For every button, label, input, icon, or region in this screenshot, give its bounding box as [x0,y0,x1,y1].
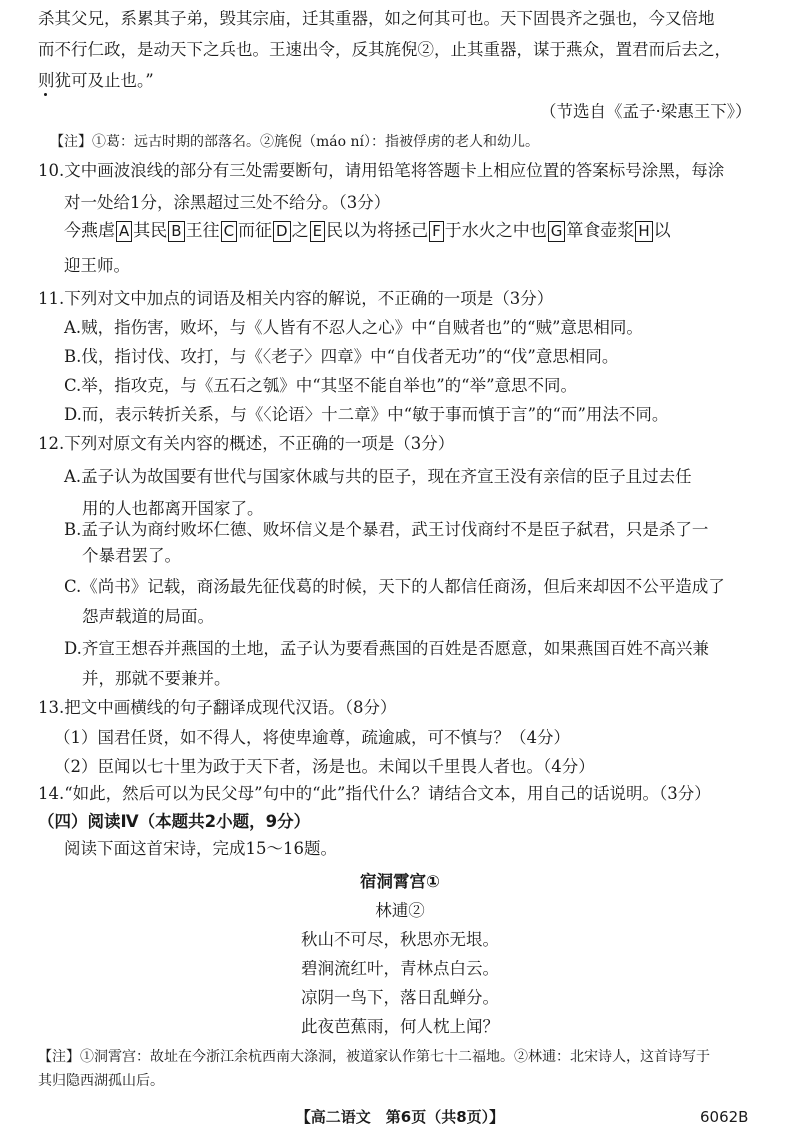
q12-option-c-line-1[interactable]: C.《尚书》记载，商汤最先征伐葛的时候，天下的人都信任商汤，但后来却因不公平造成了 [64,577,725,596]
q11-option-d[interactable]: D.而，表示转折关系，与《〈论语〉十二章》中“敏于事而慎于言”的“而”用法不同。 [64,405,669,424]
q12-option-a-line-2[interactable]: 用的人也都离开国家了。 [82,499,264,518]
q11-option-c[interactable]: C.举，指攻克，与《五石之瓠》中“其坚不能自举也”的“举”意思不同。 [64,376,578,395]
poem-line-2: 碧涧流红叶，青林点白云。 [301,959,499,978]
q12-option-b-line-1[interactable]: B.孟子认为商纣败坏仁德、败坏信义是个暴君，武王讨伐商纣不是臣子弑君，只是杀了一 [64,520,709,539]
poem-line-3: 凉阴一鸟下，落日乱蝉分。 [301,988,499,1007]
q11-option-a[interactable]: A.贼，指伤害，败坏，与《人皆有不忍人之心》中“自贼者也”的“贼”意思相同。 [64,318,643,337]
segment: 王往 [185,221,220,241]
q10-sentence-end: 迎王师。 [64,256,130,275]
option-box-h[interactable]: H [635,221,652,242]
segment: 其民 [133,221,168,241]
q12-option-a-line-1[interactable]: A.孟子认为故国要有世代与国家休戚与共的臣子，现在齐宣王没有亲信的臣子且过去任 [64,467,692,486]
segment: 于水火之中也 [444,221,547,241]
passage-line-3: 则犹可及止也。” [38,71,154,90]
poem-note-line-1: 【注】①洞霄宫：故址在今浙江余杭西南大涤洞，被道家认作第七十二福地。②林逋：北宋诗人，这首诗写于 [38,1049,710,1065]
segment: 今燕虐 [64,221,115,241]
q13-stem: 13.把文中画横线的句子翻译成现代汉语。（8分） [38,698,397,717]
q13-sentence-2: （2）臣闻以七十里为政于天下者，汤是也。未闻以千里畏人者也。（4分） [54,757,595,776]
segment: 之 [291,221,309,241]
passage-source: （节选自《孟子·梁惠王下》） [540,102,752,121]
poem-author: 林逋② [375,901,425,920]
page-footer [0,1106,800,1128]
option-box-d[interactable]: D [273,221,291,242]
passage-note: 【注】①葛：远古时期的部落名。②旄倪（máo ní）：指被俘虏的老人和幼儿。 [50,134,539,150]
option-box-e[interactable]: E [310,221,325,242]
q10-stem-line-2: 对一处给1分，涂黑超过三处不给分。（3分） [64,193,391,212]
q12-option-d-line-1[interactable]: D.齐宣王想吞并燕国的土地，孟子认为要看燕国的百姓是否愿意，如果燕国百姓不高兴兼 [64,639,709,658]
segment: 民以为将拯己 [326,221,429,241]
option-box-b[interactable]: B [168,221,184,242]
emphasis-dot [44,93,47,96]
q11-stem: 11.下列对文中加点的词语及相关内容的解说，不正确的一项是（3分） [38,289,554,308]
q12-option-c-line-2[interactable]: 怨声载道的局面。 [82,607,214,626]
q12-stem: 12.下列对原文有关内容的概述，不正确的一项是（3分） [38,434,455,453]
footer-code: 6062B [700,1108,749,1126]
q10-stem-line-1: 10.文中画波浪线的部分有三处需要断句，请用铅笔将答题卡上相应位置的答案标号涂黑，每涂 [38,161,725,180]
q12-option-b-line-2[interactable]: 个暴君罢了。 [82,546,181,565]
q13-sentence-1: （1）国君任贤，如不得人，将使卑逾尊，疏逾戚，可不慎与？（4分） [54,728,570,747]
footer-page-info: 【高二语文 第6页（共8页）】 [295,1108,505,1126]
section-4-intro: 阅读下面这首宋诗，完成15～16题。 [64,839,337,858]
passage-line-1: 杀其父兄，系累其子弟，毁其宗庙，迁其重器，如之何其可也。天下固畏齐之强也，今又倍地 [38,9,715,28]
segment: 而征 [238,221,273,241]
segment: 以 [653,221,671,241]
section-4-title: （四）阅读Ⅳ（本题共2小题，9分） [38,812,311,831]
q14-stem: 14.“如此，然后可以为民父母”句中的“此”指代什么？请结合文本，用自己的话说明。（3分） [38,784,711,803]
option-box-c[interactable]: C [221,221,237,242]
poem-note-line-2: 其归隐西湖孤山后。 [38,1073,164,1089]
option-box-a[interactable]: A [116,221,132,242]
q12-option-d-line-2[interactable]: 并，那就不要兼并。 [82,669,231,688]
poem-line-1: 秋山不可尽，秋思亦无垠。 [301,930,499,949]
segment: 箪食壶浆 [566,221,635,241]
option-box-f[interactable]: F [429,221,444,242]
passage-line-2: 而不行仁政，是动天下之兵也。王速出令，反其旄倪②，止其重器，谋于燕众，置君而后去之， [38,40,731,59]
q11-option-b[interactable]: B.伐，指讨伐、攻打，与《〈老子〉四章》中“自伐者无功”的“伐”意思相同。 [64,347,619,366]
poem-title: 宿洞霄宫① [360,872,440,891]
option-box-g[interactable]: G [548,221,566,242]
poem-line-4: 此夜芭蕉雨，何人枕上闻？ [301,1017,499,1036]
q10-sentence [64,220,671,242]
